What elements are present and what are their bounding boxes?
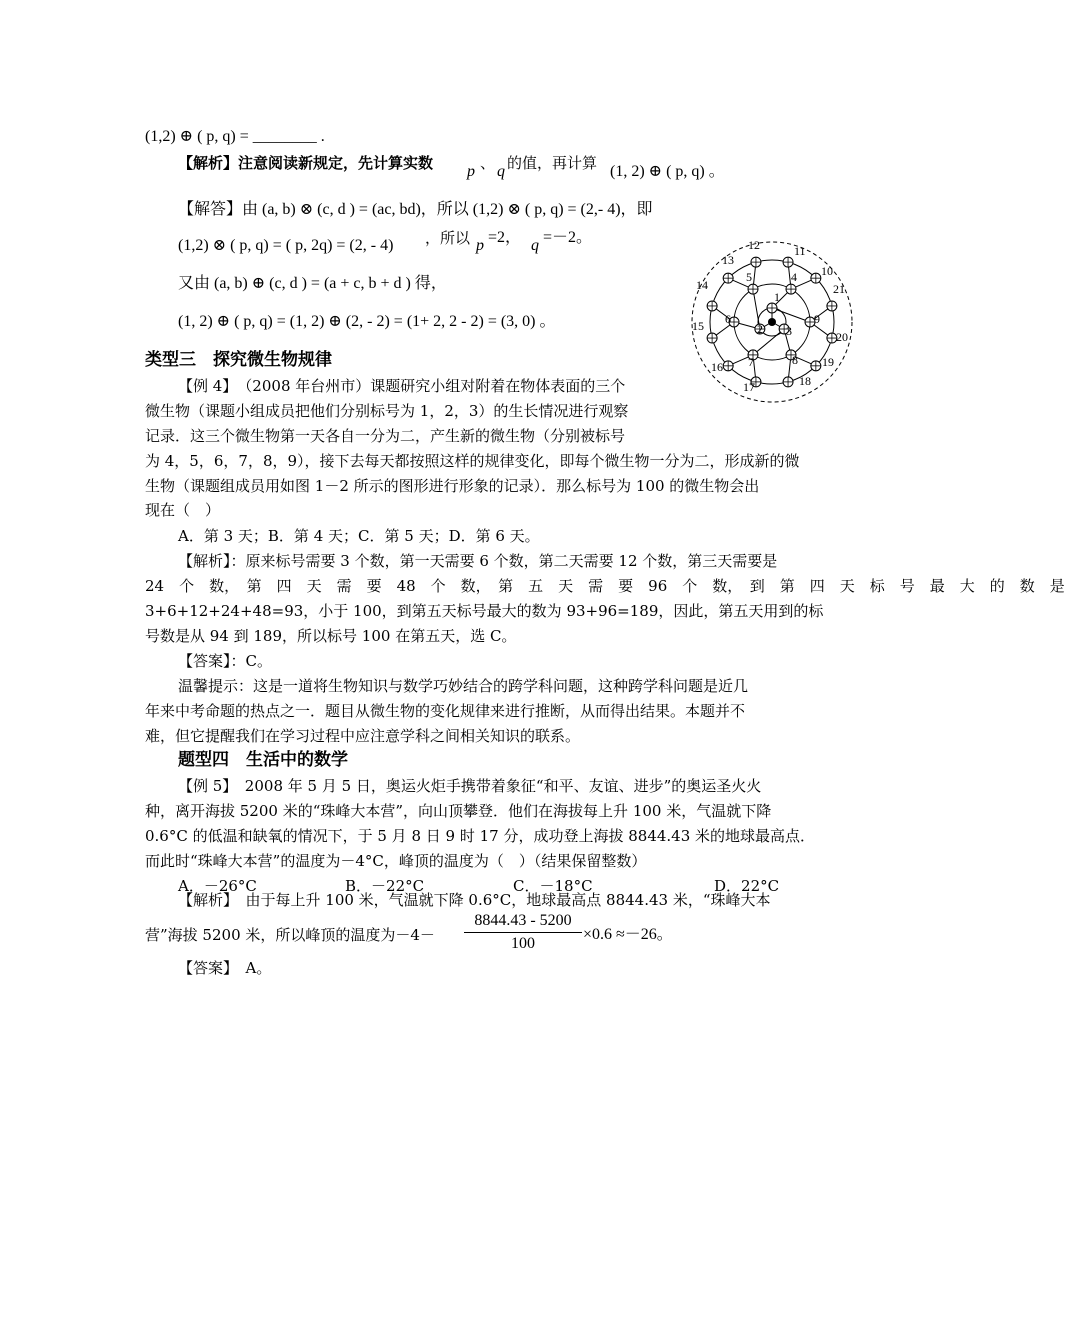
q-value: =－2。: [543, 229, 593, 246]
node-label-2: 2: [757, 322, 763, 336]
section-heading-3: 类型三 探究微生物规律: [145, 350, 332, 370]
example4-line-2: 微生物（课题小组成员把他们分别标号为 1，2，3）的生长情况进行观察: [145, 402, 629, 420]
option-b: B．－22°C: [345, 877, 425, 895]
node-label-19: 19: [822, 355, 834, 369]
node-label-15: 15: [692, 319, 704, 333]
example4-analysis-4: 号数是从 94 到 189，所以标号 100 在第五天，选 C。: [145, 627, 517, 645]
microorganism-diagram: [688, 236, 856, 404]
temperature-fraction: [464, 910, 582, 955]
node-label-1: 1: [774, 290, 780, 304]
example4-line-1: 【例 4】 （2008 年台州市）课题研究小组对附着在物体表面的三个: [178, 377, 626, 395]
example5-analysis-2: 营”海拔 5200 米，所以峰顶的温度为－4－: [145, 926, 435, 944]
node-label-9: 9: [814, 312, 820, 326]
example4-analysis-3: 3+6+12+24+48=93，小于 100，到第五天标号最大的数为 93+96=189，因此，第五天用到的标: [145, 602, 824, 620]
example5-answer: 【答案】 A。: [178, 959, 272, 977]
node-label-8: 8: [792, 353, 798, 367]
var-p: p: [467, 163, 475, 180]
example5-line-1: 【例 5】 2008 年 5 月 5 日，奥运火炬手携带着象征“和平、友谊、进步”的奥运圣火火: [178, 777, 762, 795]
node-label-6: 6: [725, 312, 731, 326]
example4-line-3: 记录．这三个微生物第一天各自一分为二，产生新的微生物（分别被标号: [145, 427, 626, 445]
solution-line-3: 又由 (a, b) ⊕ (c, d ) = (a + c, b + d ) 得，: [178, 275, 447, 292]
tip-line-2: 年来中考命题的热点之一．题目从微生物的变化规律来进行推断，从而得出结果。本题并不: [145, 702, 746, 720]
node-label-21: 21: [833, 282, 845, 296]
example5-line-4: 而此时“珠峰大本营”的温度为－4°C，峰顶的温度为（ ）（结果保留整数）: [145, 852, 647, 870]
example5-analysis-1: 【解析】 由于每上升 100 米，气温就下降 0.6°C，地球最高点 8844.43 米，“珠峰大本: [178, 891, 771, 909]
fraction-denominator: 100: [464, 932, 582, 955]
node-label-7: 7: [748, 355, 754, 369]
node-label-20: 20: [836, 330, 848, 344]
example4-line-4: 为 4，5，6，7，8，9），接下去每天都按照这样的规律变化，即每个微生物一分为二，形成新的微: [145, 452, 800, 470]
option-a: A．－26°C: [178, 877, 257, 895]
node-label-12: 12: [748, 238, 760, 252]
node-label-4: 4: [791, 270, 797, 284]
var-q: q: [497, 163, 505, 180]
var-p-result: p: [476, 237, 484, 254]
solution-so: ，所以: [425, 229, 471, 247]
p-value: =2，: [488, 229, 522, 246]
tip-line-1: 温馨提示：这是一道将生物知识与数学巧妙结合的跨学科问题，这种跨学科问题是近几: [178, 677, 749, 695]
example4-analysis-1: 【解析】：原来标号需要 3 个数，第一天需要 6 个数，第二天需要 12 个数，第三天需要是: [178, 552, 778, 570]
solution-eq-2: (1,2) ⊗ ( p, q) = ( p, 2q) = (2, - 4): [178, 237, 394, 254]
node-label-13: 13: [722, 253, 734, 267]
example4-options: A．第 3 天；B．第 4 天；C．第 5 天；D．第 6 天。: [178, 527, 540, 545]
option-d: D．22°C: [714, 877, 780, 895]
node-label-11: 11: [794, 244, 806, 258]
equation-compute: (1, 2) ⊕ ( p, q) 。: [610, 163, 725, 180]
node-label-17: 17: [743, 380, 755, 394]
solution-line-4: (1, 2) ⊕ ( p, q) = (1, 2) ⊕ (2, - 2) = (1+ 2, 2 - 2) = (3, 0) 。: [178, 313, 556, 330]
tip-line-3: 难，但它提醒我们在学习过程中应注意学科之间相关知识的联系。: [145, 727, 581, 745]
spoke-middle: [772, 308, 810, 322]
example4-analysis-2: 24 个 数， 第 四 天 需 要 48 个 数， 第 五 天 需 要 96 个 数， 到 第 四 天 标 号 最 大 的 数 是: [145, 577, 1065, 595]
node-label-18: 18: [799, 374, 811, 388]
node-label-14: 14: [696, 278, 708, 292]
example4-answer: 【答案】：C。: [178, 652, 272, 670]
equation-line-1: (1,2) ⊕ ( p, q) = ________ .: [145, 128, 325, 145]
example5-result: ×0.6 ≈－26。: [583, 926, 673, 943]
solution-line-1: 【解答】由 (a, b) ⊗ (c, d ) = (ac, bd)，所以 (1,2) ⊗ ( p, q) = (2,- 4)，即: [178, 201, 653, 218]
node-label-10: 10: [821, 264, 833, 278]
analysis-label: 【解析】注意阅读新规定，先计算实数: [178, 154, 434, 172]
var-q-result: q: [531, 237, 539, 254]
analysis-text: 的值，再计算: [507, 154, 598, 172]
section-heading-4: 题型四 生活中的数学: [178, 750, 348, 770]
fraction-numerator: 8844.43 - 5200: [474, 912, 572, 929]
example4-line-5: 生物（课题组成员用如图 1－2 所示的图形进行形象的记录）．那么标号为 100 的微生物会出: [145, 477, 760, 495]
node-label-5: 5: [746, 270, 752, 284]
example5-line-3: 0.6°C 的低温和缺氧的情况下，于 5 月 8 日 9 时 17 分，成功登上海拔 8844.43 米的地球最高点．: [145, 827, 816, 845]
node-label-3: 3: [786, 324, 792, 338]
comma-sep: 、: [480, 154, 496, 172]
node-label-16: 16: [711, 360, 723, 374]
option-c: C．－18°C: [513, 877, 593, 895]
example4-line-6: 现在（ ）: [145, 501, 221, 519]
example5-line-2: 种，离开海拔 5200 米的“珠峰大本营”，向山顶攀登．他们在海拔每上升 100 米，气温就下降: [145, 802, 772, 820]
